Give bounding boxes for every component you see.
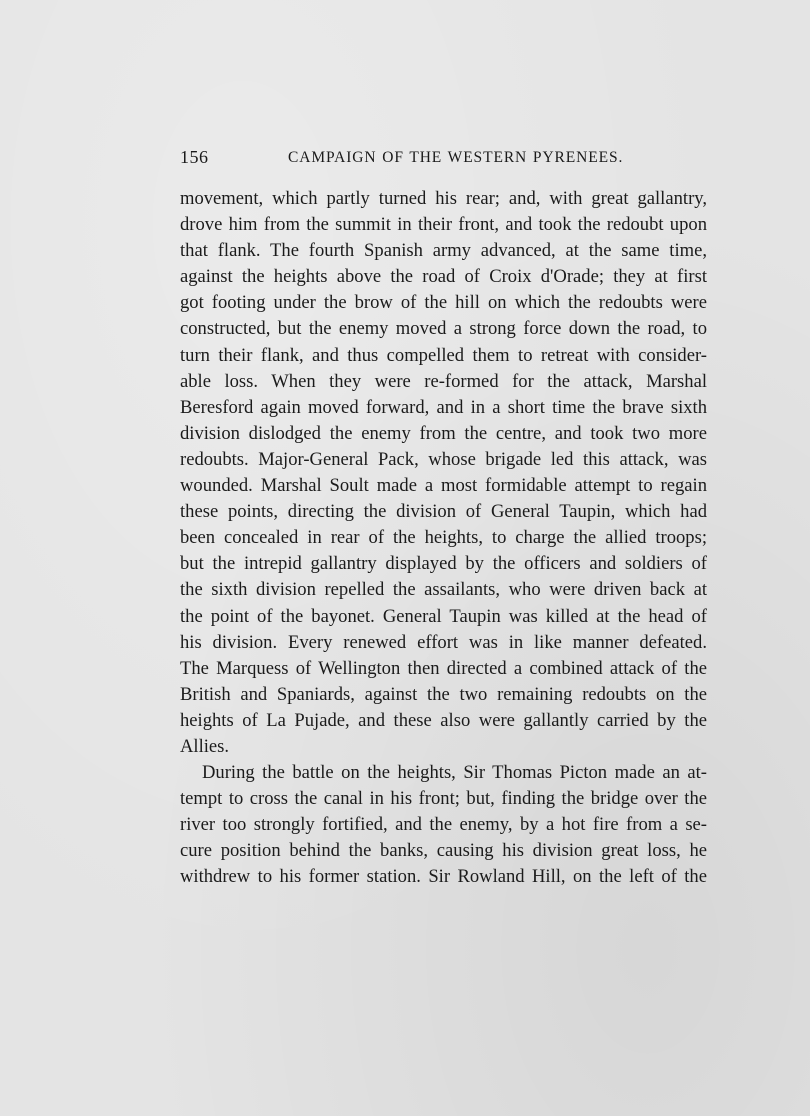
text-line: the sixth division repelled the assailants, who were driven back at	[180, 579, 707, 601]
text-line: wounded. Marshal Soult made a most formidable attempt to regain	[180, 475, 707, 497]
text-line: river too strongly fortified, and the enemy, by a hot fire from a se-	[180, 814, 707, 836]
text-line: heights of La Pujade, and these also were gallantly carried by the	[180, 709, 707, 731]
text-line: got footing under the brow of the hill on which the redoubts were	[180, 292, 707, 314]
text-line: able loss. When they were re-formed for the attack, Marshal	[180, 370, 707, 392]
text-line: constructed, but the enemy moved a strong force down the road, to	[180, 318, 707, 340]
text-line: During the battle on the heights, Sir Thomas Picton made an at-	[202, 762, 707, 784]
text-line: cure position behind the banks, causing his division great loss, he	[180, 840, 707, 862]
text-line: that flank. The fourth Spanish army advanced, at the same time,	[180, 240, 707, 262]
text-line: Beresford again moved forward, and in a short time the brave sixth	[180, 396, 707, 418]
text-line: against the heights above the road of Croix d'Orade; they at first	[180, 266, 707, 288]
text-line: the point of the bayonet. General Taupin was killed at the head of	[180, 605, 707, 627]
text-line: redoubts. Major-General Pack, whose brigade led this attack, was	[180, 448, 707, 470]
paragraph-2	[180, 760, 707, 890]
body-text	[180, 186, 707, 891]
text-line: been concealed in rear of the heights, to charge the allied troops;	[180, 527, 707, 549]
text-line: movement, which partly turned his rear; and, with great gallantry,	[180, 188, 707, 209]
text-line: his division. Every renewed effort was in like manner defeated.	[180, 631, 707, 653]
text-line: turn their flank, and thus compelled them to retreat with consider-	[180, 344, 707, 366]
text-line: withdrew to his former station. Sir Rowland Hill, on the left of the	[180, 866, 707, 888]
text-line: these points, directing the division of General Taupin, which had	[180, 501, 707, 523]
text-line: The Marquess of Wellington then directed a combined attack of the	[180, 657, 707, 679]
text-line: drove him from the summit in their front, and took the redoubt upon	[180, 214, 707, 236]
text-line: British and Spaniards, against the two remaining redoubts on the	[180, 683, 707, 705]
running-title: CAMPAIGN OF THE WESTERN PYRENEES.	[288, 149, 624, 166]
paragraph-1	[180, 186, 707, 760]
text-line: Allies.	[180, 735, 230, 757]
page-number: 156	[180, 147, 209, 167]
text-line: division dislodged the enemy from the centre, and took two more	[180, 422, 707, 444]
page-header	[180, 147, 707, 171]
text-line: tempt to cross the canal in his front; but, finding the bridge over the	[180, 788, 707, 810]
text-line: but the intrepid gallantry displayed by the officers and soldiers of	[180, 553, 707, 575]
